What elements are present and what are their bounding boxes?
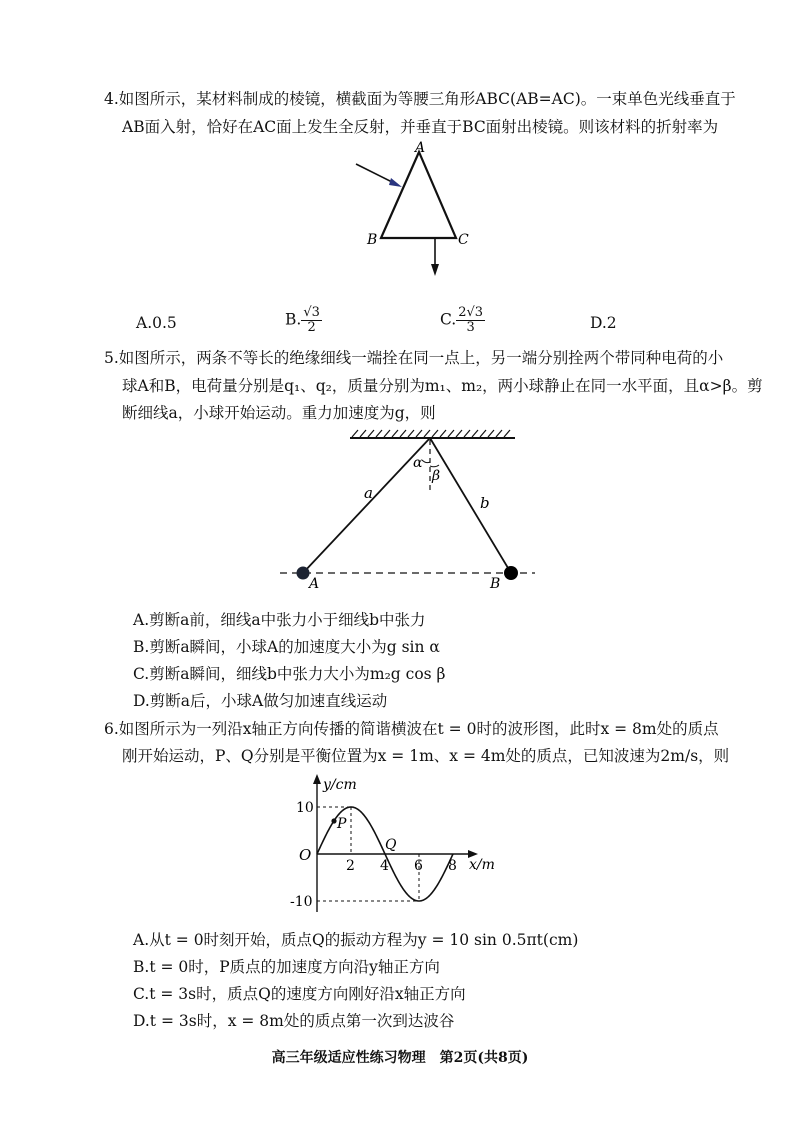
y-axis-arrowhead [313, 774, 321, 784]
x-tick-8: 8 [448, 858, 457, 874]
q5-choice-b: B.剪断a瞬间，小球A的加速度大小为g sin α [133, 638, 440, 656]
exit-ray-arrowhead [431, 264, 439, 276]
point-q-label: Q [385, 837, 397, 853]
point-p [331, 818, 336, 823]
origin-label: O [299, 846, 312, 864]
vertex-c-label: C [458, 232, 469, 248]
q6-stem-line-2: 刚开始运动，P、Q分别是平衡位置为x = 1m、x = 4m处的质点，已知波速为2m/s，则 [122, 747, 730, 765]
string-a [303, 438, 430, 573]
q4-option-a: A.0.5 [136, 314, 177, 332]
x-axis-label: x/m [469, 857, 495, 873]
string-b [430, 438, 511, 573]
q4-option-b: B. $\frac{√3}{2}$ [285, 305, 320, 335]
q5-stem-line-1: 5.如图所示，两条不等长的绝缘细线一端拴在同一点上，另一端分别拴两个带同种电荷的小 [104, 349, 724, 367]
q4-option-c: C. $\frac{2√3}{3}$ [440, 305, 484, 335]
vertex-a-label: A [415, 140, 426, 156]
page-footer: 高三年级适应性练习物理 第2页(共8页) [271, 1050, 529, 1066]
prism-diagram [340, 140, 500, 280]
vertex-b-label: B [367, 232, 378, 248]
ceiling-hatching [352, 430, 510, 437]
beta-arc [430, 465, 439, 467]
y-axis-label: y/cm [323, 777, 357, 793]
prism-triangle [381, 152, 456, 238]
q4-option-d: D.2 [590, 314, 617, 332]
ball-a [297, 567, 310, 580]
q4-stem-line-2: AB面入射，恰好在AC面上发生全反射，并垂直于BC面射出棱镜。则该材料的折射率为 [122, 118, 719, 136]
q5-choice-d: D.剪断a后，小球A做匀加速直线运动 [133, 692, 388, 710]
ball-b-label: B [490, 576, 501, 592]
q4-stem-line-1: 4.如图所示，某材料制成的棱镜，横截面为等腰三角形ABC(AB=AC)。一束单色光线垂直于 [104, 90, 736, 108]
ball-b [504, 566, 518, 580]
point-p-label: P [337, 816, 347, 832]
ball-a-label: A [309, 576, 320, 592]
q5-choice-c: C.剪断a瞬间，细线b中张力大小为m₂g cos β [133, 665, 446, 683]
incident-ray-arrowhead [389, 178, 402, 187]
q6-stem-line-1: 6.如图所示为一列沿x轴正方向传播的简谐横波在t = 0时的波形图，此时x = 8m处的质点 [104, 720, 719, 738]
y-tick-10: 10 [296, 800, 314, 816]
string-b-label: b [480, 494, 490, 512]
q5-stem-line-2: 球A和B，电荷量分别是q₁、q₂，质量分别为m₁、m₂，两小球静止在同一水平面，且α>β。剪 [122, 377, 763, 395]
x-tick-6: 6 [414, 858, 423, 874]
q6-choice-a: A.从t = 0时刻开始，质点Q的振动方程为y = 10 sin 0.5πt(cm) [133, 931, 579, 949]
y-tick-minus-10: -10 [290, 894, 313, 910]
q5-choice-a: A.剪断a前，细线a中张力小于细线b中张力 [133, 611, 426, 629]
string-a-label: a [364, 484, 373, 502]
wave-graph [285, 772, 515, 924]
q5-stem-line-3: 断细线a，小球开始运动。重力加速度为g，则 [122, 404, 436, 422]
q6-choice-d: D.t = 3s时，x = 8m处的质点第一次到达波谷 [133, 1012, 455, 1030]
x-tick-4: 4 [380, 858, 389, 874]
beta-label: β [432, 468, 441, 484]
alpha-label: α [413, 455, 423, 471]
q6-choice-c: C.t = 3s时，质点Q的速度方向刚好沿x轴正方向 [133, 985, 466, 1003]
x-tick-2: 2 [346, 858, 355, 874]
q6-choice-b: B.t = 0时，P质点的加速度方向沿y轴正方向 [133, 958, 440, 976]
alpha-arc [422, 460, 430, 463]
pendulum-diagram [280, 428, 540, 593]
